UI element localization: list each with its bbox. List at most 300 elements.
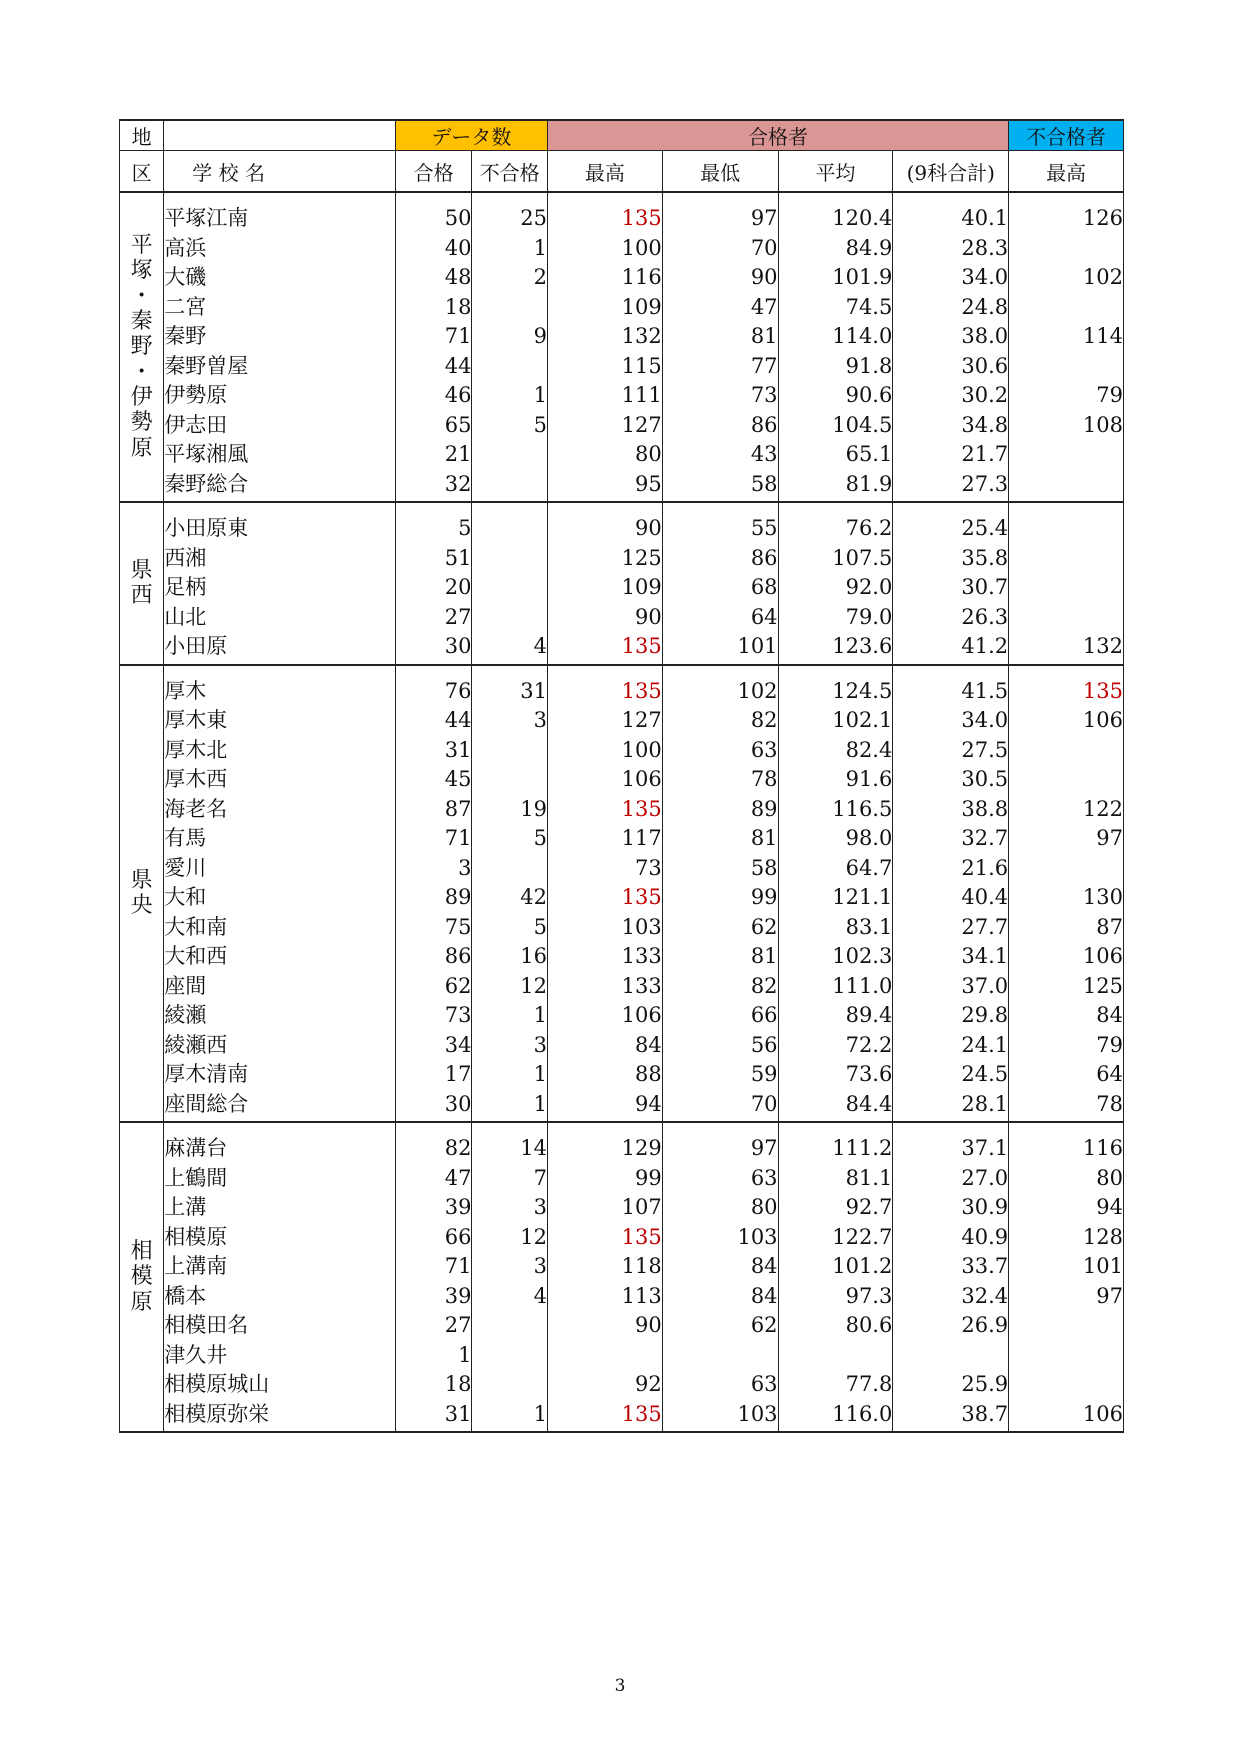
district-header-top: 地 (120, 120, 164, 151)
pass-avg-cell: 77.8 (778, 1370, 893, 1400)
table-header (120, 120, 1124, 192)
fail-count-cell (472, 352, 548, 382)
district-char: 県 (130, 557, 153, 583)
pass-avg-cell: 64.7 (778, 854, 893, 884)
table-row (120, 381, 1124, 411)
pass-avg9-cell: 24.1 (893, 1031, 1009, 1061)
school-name-cell: 伊勢原 (164, 381, 396, 411)
table-row (120, 706, 1124, 736)
school-name-cell: 綾瀬西 (164, 1031, 396, 1061)
table-row (120, 1134, 1124, 1164)
district-char: 相 (130, 1239, 153, 1265)
school-name-cell: 橋本 (164, 1282, 396, 1312)
table-row (120, 942, 1124, 972)
pass-avg9-cell: 27.7 (893, 913, 1009, 943)
pass-avg-cell: 121.1 (778, 883, 893, 913)
fail-max-cell: 79 (1009, 1031, 1124, 1061)
pass-max-cell: 99 (547, 1164, 662, 1194)
pass-avg9-cell: 34.0 (893, 706, 1009, 736)
fail-max-cell: 114 (1009, 322, 1124, 352)
school-name-cell: 相模原 (164, 1223, 396, 1253)
pass-count-cell: 18 (395, 1370, 472, 1400)
pass-avg-cell: 98.0 (778, 824, 893, 854)
pass-min-cell: 84 (662, 1282, 778, 1312)
fail-max-cell: 97 (1009, 1282, 1124, 1312)
fail-max-header: 最高 (1009, 151, 1124, 193)
school-name-cell: 津久井 (164, 1341, 396, 1371)
fail-count-cell: 16 (472, 942, 548, 972)
pass-min-cell: 64 (662, 603, 778, 633)
pass-min-cell: 89 (662, 795, 778, 825)
score-table (119, 119, 1124, 1433)
district-cell (120, 1122, 164, 1432)
pass-min-cell: 99 (662, 883, 778, 913)
school-name-cell: 上溝 (164, 1193, 396, 1223)
school-name-cell: 海老名 (164, 795, 396, 825)
fail-count-cell: 3 (472, 1031, 548, 1061)
district-char: 平 (130, 233, 153, 259)
table-row (120, 824, 1124, 854)
fail-max-cell: 122 (1009, 795, 1124, 825)
fail-max-cell: 108 (1009, 411, 1124, 441)
fail-max-cell: 128 (1009, 1223, 1124, 1253)
fail-count-cell: 7 (472, 1164, 548, 1194)
fail-max-cell: 135 (1009, 677, 1124, 707)
pass-min-cell: 86 (662, 411, 778, 441)
fail-count-cell: 42 (472, 883, 548, 913)
pass-avg9-cell (893, 1341, 1009, 1371)
fail-max-cell (1009, 293, 1124, 323)
pass-avg9-cell: 27.0 (893, 1164, 1009, 1194)
table-row (120, 1193, 1124, 1223)
pass-avg-cell: 116.5 (778, 795, 893, 825)
pass-avg-cell: 74.5 (778, 293, 893, 323)
school-name-header: 学 校 名 (164, 151, 396, 193)
table-row (120, 544, 1124, 574)
school-name-cell: 有馬 (164, 824, 396, 854)
fail-max-cell (1009, 1311, 1124, 1341)
pass-max-cell: 135 (547, 204, 662, 234)
pass-min-cell: 63 (662, 1164, 778, 1194)
district-char: ・ (130, 359, 153, 385)
pass-max-cell: 84 (547, 1031, 662, 1061)
pass-avg9-header: (9科合計) (893, 151, 1009, 193)
pass-max-cell: 117 (547, 824, 662, 854)
pass-avg9-cell: 40.4 (893, 883, 1009, 913)
fail-max-cell: 64 (1009, 1060, 1124, 1090)
fail-max-cell (1009, 736, 1124, 766)
pass-count-cell: 32 (395, 470, 472, 500)
pass-count-cell: 3 (395, 854, 472, 884)
pass-min-cell: 82 (662, 972, 778, 1002)
pass-max-cell: 90 (547, 603, 662, 633)
pass-max-header: 最高 (547, 151, 662, 193)
pass-min-cell: 82 (662, 706, 778, 736)
fail-count-cell (472, 765, 548, 795)
pass-max-cell: 115 (547, 352, 662, 382)
school-name-cell: 厚木清南 (164, 1060, 396, 1090)
table-row (120, 603, 1124, 633)
pass-min-cell: 62 (662, 1311, 778, 1341)
pass-avg-cell: 89.4 (778, 1001, 893, 1031)
pass-avg-cell: 84.4 (778, 1090, 893, 1120)
pass-avg9-cell: 34.1 (893, 942, 1009, 972)
pass-max-cell: 135 (547, 883, 662, 913)
pass-min-cell: 77 (662, 352, 778, 382)
pass-count-cell: 86 (395, 942, 472, 972)
district-char: 伊 (130, 384, 153, 410)
school-name-cell: 愛川 (164, 854, 396, 884)
table-row (120, 1001, 1124, 1031)
pass-avg9-cell: 32.4 (893, 1282, 1009, 1312)
pass-min-cell: 97 (662, 1134, 778, 1164)
pass-avg9-cell: 25.9 (893, 1370, 1009, 1400)
pass-avg-header: 平均 (778, 151, 893, 193)
pass-count-cell: 89 (395, 883, 472, 913)
school-name-cell: 厚木西 (164, 765, 396, 795)
table-row (120, 514, 1124, 544)
fail-max-cell: 94 (1009, 1193, 1124, 1223)
pass-min-cell: 70 (662, 234, 778, 264)
pass-max-cell: 107 (547, 1193, 662, 1223)
pass-avg9-cell: 38.8 (893, 795, 1009, 825)
school-header-top (164, 120, 396, 151)
pass-min-cell: 43 (662, 440, 778, 470)
pass-avg9-cell: 35.8 (893, 544, 1009, 574)
pass-min-cell: 68 (662, 573, 778, 603)
pass-count-cell: 18 (395, 293, 472, 323)
fail-count-cell: 12 (472, 1223, 548, 1253)
district-char: 模 (130, 1264, 153, 1290)
district-char: 央 (130, 893, 153, 919)
school-name-cell: 上溝南 (164, 1252, 396, 1282)
school-name-cell: 高浜 (164, 234, 396, 264)
pass-avg-cell: 84.9 (778, 234, 893, 264)
pass-count-cell: 51 (395, 544, 472, 574)
school-name-cell: 小田原 (164, 632, 396, 662)
district-header-bottom: 区 (120, 151, 164, 193)
fail-count-cell (472, 1311, 548, 1341)
school-name-cell: 綾瀬 (164, 1001, 396, 1031)
pass-min-cell: 59 (662, 1060, 778, 1090)
table-row (120, 573, 1124, 603)
table-row (120, 322, 1124, 352)
fail-count-cell: 1 (472, 1400, 548, 1430)
table-row (120, 263, 1124, 293)
pass-avg-cell: 65.1 (778, 440, 893, 470)
table-row (120, 1060, 1124, 1090)
fail-count-cell: 1 (472, 234, 548, 264)
pass-avg9-cell: 24.5 (893, 1060, 1009, 1090)
pass-max-cell: 118 (547, 1252, 662, 1282)
pass-max-cell: 94 (547, 1090, 662, 1120)
pass-avg9-cell: 30.6 (893, 352, 1009, 382)
pass-min-cell: 81 (662, 824, 778, 854)
school-name-cell: 座間総合 (164, 1090, 396, 1120)
pass-count-cell: 76 (395, 677, 472, 707)
table-row (120, 1370, 1124, 1400)
table-row (120, 854, 1124, 884)
pass-avg-cell: 101.9 (778, 263, 893, 293)
pass-count-cell: 48 (395, 263, 472, 293)
pass-min-cell: 90 (662, 263, 778, 293)
pass-min-cell: 63 (662, 1370, 778, 1400)
district-char: 西 (130, 583, 153, 609)
pass-count-cell: 82 (395, 1134, 472, 1164)
pass-max-cell: 106 (547, 1001, 662, 1031)
pass-avg-cell: 73.6 (778, 1060, 893, 1090)
pass-avg-cell: 101.2 (778, 1252, 893, 1282)
pass-min-cell: 80 (662, 1193, 778, 1223)
pass-min-cell: 97 (662, 204, 778, 234)
pass-avg-cell: 81.9 (778, 470, 893, 500)
school-name-cell: 座間 (164, 972, 396, 1002)
pass-min-cell: 62 (662, 913, 778, 943)
pass-count-cell: 46 (395, 381, 472, 411)
table-row (120, 1341, 1124, 1371)
failers-header: 不合格者 (1009, 120, 1124, 151)
pass-min-cell: 102 (662, 677, 778, 707)
school-name-cell: 秦野総合 (164, 470, 396, 500)
pass-min-cell: 103 (662, 1223, 778, 1253)
fail-max-cell (1009, 352, 1124, 382)
pass-count-cell: 75 (395, 913, 472, 943)
pass-max-cell: 109 (547, 573, 662, 603)
pass-min-cell: 66 (662, 1001, 778, 1031)
pass-max-cell: 73 (547, 854, 662, 884)
table-row (120, 972, 1124, 1002)
table-row (120, 1223, 1124, 1253)
district-cell (120, 502, 164, 665)
pass-count-cell: 20 (395, 573, 472, 603)
table-row (120, 440, 1124, 470)
district-char: 塚 (130, 258, 153, 284)
pass-count-cell: 44 (395, 706, 472, 736)
pass-avg-cell: 111.2 (778, 1134, 893, 1164)
table-row (120, 1252, 1124, 1282)
fail-max-cell (1009, 1370, 1124, 1400)
pass-max-cell: 127 (547, 706, 662, 736)
table-row (120, 293, 1124, 323)
table-row (120, 1164, 1124, 1194)
pass-min-cell: 103 (662, 1400, 778, 1430)
fail-count-header: 不合格 (472, 151, 548, 193)
pass-max-cell: 109 (547, 293, 662, 323)
school-name-cell: 厚木東 (164, 706, 396, 736)
pass-avg-cell: 92.0 (778, 573, 893, 603)
fail-max-cell: 132 (1009, 632, 1124, 662)
fail-count-cell: 1 (472, 1090, 548, 1120)
pass-avg-cell: 122.7 (778, 1223, 893, 1253)
pass-max-cell: 135 (547, 1400, 662, 1430)
pass-count-cell: 71 (395, 1252, 472, 1282)
pass-avg-cell: 102.1 (778, 706, 893, 736)
pass-avg9-cell: 30.2 (893, 381, 1009, 411)
pass-max-cell: 127 (547, 411, 662, 441)
fail-max-cell: 79 (1009, 381, 1124, 411)
district-char: ・ (130, 283, 153, 309)
district-char: 勢 (130, 410, 153, 436)
pass-avg-cell: 81.1 (778, 1164, 893, 1194)
school-name-cell: 麻溝台 (164, 1134, 396, 1164)
fail-max-cell (1009, 440, 1124, 470)
table-row (120, 1090, 1124, 1120)
fail-max-cell (1009, 234, 1124, 264)
fail-count-cell (472, 1341, 548, 1371)
fail-count-cell: 4 (472, 632, 548, 662)
pass-min-cell: 81 (662, 942, 778, 972)
pass-max-cell: 133 (547, 942, 662, 972)
district-char: 県 (130, 867, 153, 893)
table-row (120, 883, 1124, 913)
pass-avg9-cell: 28.1 (893, 1090, 1009, 1120)
fail-max-cell: 80 (1009, 1164, 1124, 1194)
table-row (120, 765, 1124, 795)
pass-min-cell: 47 (662, 293, 778, 323)
fail-count-cell: 14 (472, 1134, 548, 1164)
district-char: 原 (130, 1289, 153, 1315)
pass-min-cell (662, 1341, 778, 1371)
pass-avg9-cell: 27.3 (893, 470, 1009, 500)
pass-count-cell: 39 (395, 1282, 472, 1312)
table-row (120, 1400, 1124, 1430)
pass-count-cell: 30 (395, 1090, 472, 1120)
pass-count-cell: 34 (395, 1031, 472, 1061)
fail-max-cell (1009, 544, 1124, 574)
table-row (120, 795, 1124, 825)
school-name-cell: 西湘 (164, 544, 396, 574)
pass-count-cell: 1 (395, 1341, 472, 1371)
school-name-cell: 大和南 (164, 913, 396, 943)
pass-avg9-cell: 40.9 (893, 1223, 1009, 1253)
pass-avg-cell (778, 1341, 893, 1371)
pass-avg-cell: 92.7 (778, 1193, 893, 1223)
pass-count-cell: 31 (395, 1400, 472, 1430)
district-char: 野 (130, 334, 153, 360)
pass-count-cell: 27 (395, 603, 472, 633)
pass-avg-cell: 83.1 (778, 913, 893, 943)
passers-header: 合格者 (547, 120, 1008, 151)
pass-avg9-cell: 30.7 (893, 573, 1009, 603)
pass-avg-cell: 79.0 (778, 603, 893, 633)
fail-max-cell: 84 (1009, 1001, 1124, 1031)
pass-min-cell: 70 (662, 1090, 778, 1120)
fail-count-cell: 1 (472, 381, 548, 411)
table-row (120, 204, 1124, 234)
pass-count-cell: 71 (395, 824, 472, 854)
pass-avg9-cell: 40.1 (893, 204, 1009, 234)
pass-max-cell: 125 (547, 544, 662, 574)
fail-max-cell: 116 (1009, 1134, 1124, 1164)
pass-max-cell: 135 (547, 632, 662, 662)
school-name-cell: 平塚江南 (164, 204, 396, 234)
pass-count-cell: 39 (395, 1193, 472, 1223)
pass-count-cell: 50 (395, 204, 472, 234)
pass-avg9-cell: 34.0 (893, 263, 1009, 293)
table-row (120, 736, 1124, 766)
school-name-cell: 二宮 (164, 293, 396, 323)
pass-avg-cell: 123.6 (778, 632, 893, 662)
pass-min-cell: 81 (662, 322, 778, 352)
table-row (120, 632, 1124, 662)
pass-avg-cell: 97.3 (778, 1282, 893, 1312)
fail-max-cell: 87 (1009, 913, 1124, 943)
school-name-cell: 厚木 (164, 677, 396, 707)
school-name-cell: 大和 (164, 883, 396, 913)
fail-count-cell (472, 514, 548, 544)
pass-avg9-cell: 24.8 (893, 293, 1009, 323)
pass-min-cell: 56 (662, 1031, 778, 1061)
pass-min-cell: 55 (662, 514, 778, 544)
pass-max-cell: 100 (547, 234, 662, 264)
pass-count-header: 合格 (395, 151, 472, 193)
school-name-cell: 大磯 (164, 263, 396, 293)
school-name-cell: 相模原城山 (164, 1370, 396, 1400)
pass-avg9-cell: 26.9 (893, 1311, 1009, 1341)
fail-count-cell: 3 (472, 1193, 548, 1223)
school-name-cell: 山北 (164, 603, 396, 633)
data-count-header: データ数 (395, 120, 547, 151)
pass-min-cell: 58 (662, 470, 778, 500)
pass-max-cell: 135 (547, 1223, 662, 1253)
pass-min-cell: 86 (662, 544, 778, 574)
pass-avg-cell: 72.2 (778, 1031, 893, 1061)
pass-avg-cell: 91.6 (778, 765, 893, 795)
fail-max-cell: 106 (1009, 942, 1124, 972)
fail-count-cell (472, 603, 548, 633)
pass-count-cell: 71 (395, 322, 472, 352)
pass-avg-cell: 104.5 (778, 411, 893, 441)
pass-max-cell: 135 (547, 677, 662, 707)
pass-max-cell: 88 (547, 1060, 662, 1090)
fail-max-cell (1009, 603, 1124, 633)
pass-min-cell: 73 (662, 381, 778, 411)
pass-count-cell: 31 (395, 736, 472, 766)
pass-max-cell (547, 1341, 662, 1371)
fail-count-cell: 3 (472, 1252, 548, 1282)
pass-avg9-cell: 38.0 (893, 322, 1009, 352)
pass-min-cell: 101 (662, 632, 778, 662)
table-row (120, 411, 1124, 441)
pass-min-header: 最低 (662, 151, 778, 193)
fail-count-cell (472, 736, 548, 766)
fail-max-cell: 106 (1009, 706, 1124, 736)
pass-count-cell: 73 (395, 1001, 472, 1031)
pass-max-cell: 80 (547, 440, 662, 470)
pass-max-cell: 100 (547, 736, 662, 766)
pass-avg-cell: 91.8 (778, 352, 893, 382)
school-name-cell: 平塚湘風 (164, 440, 396, 470)
pass-count-cell: 5 (395, 514, 472, 544)
school-name-cell: 上鶴間 (164, 1164, 396, 1194)
pass-avg-cell: 124.5 (778, 677, 893, 707)
school-name-cell: 秦野 (164, 322, 396, 352)
pass-avg9-cell: 34.8 (893, 411, 1009, 441)
fail-count-cell: 1 (472, 1001, 548, 1031)
district-cell (120, 192, 164, 502)
district-cell (120, 665, 164, 1123)
pass-avg9-cell: 27.5 (893, 736, 1009, 766)
school-name-cell: 小田原東 (164, 514, 396, 544)
page-number: 3 (614, 1676, 626, 1696)
district-char: 原 (130, 435, 153, 461)
pass-max-cell: 106 (547, 765, 662, 795)
fail-max-cell (1009, 854, 1124, 884)
fail-max-cell (1009, 573, 1124, 603)
pass-max-cell: 132 (547, 322, 662, 352)
table-body (120, 192, 1124, 1432)
pass-max-cell: 129 (547, 1134, 662, 1164)
